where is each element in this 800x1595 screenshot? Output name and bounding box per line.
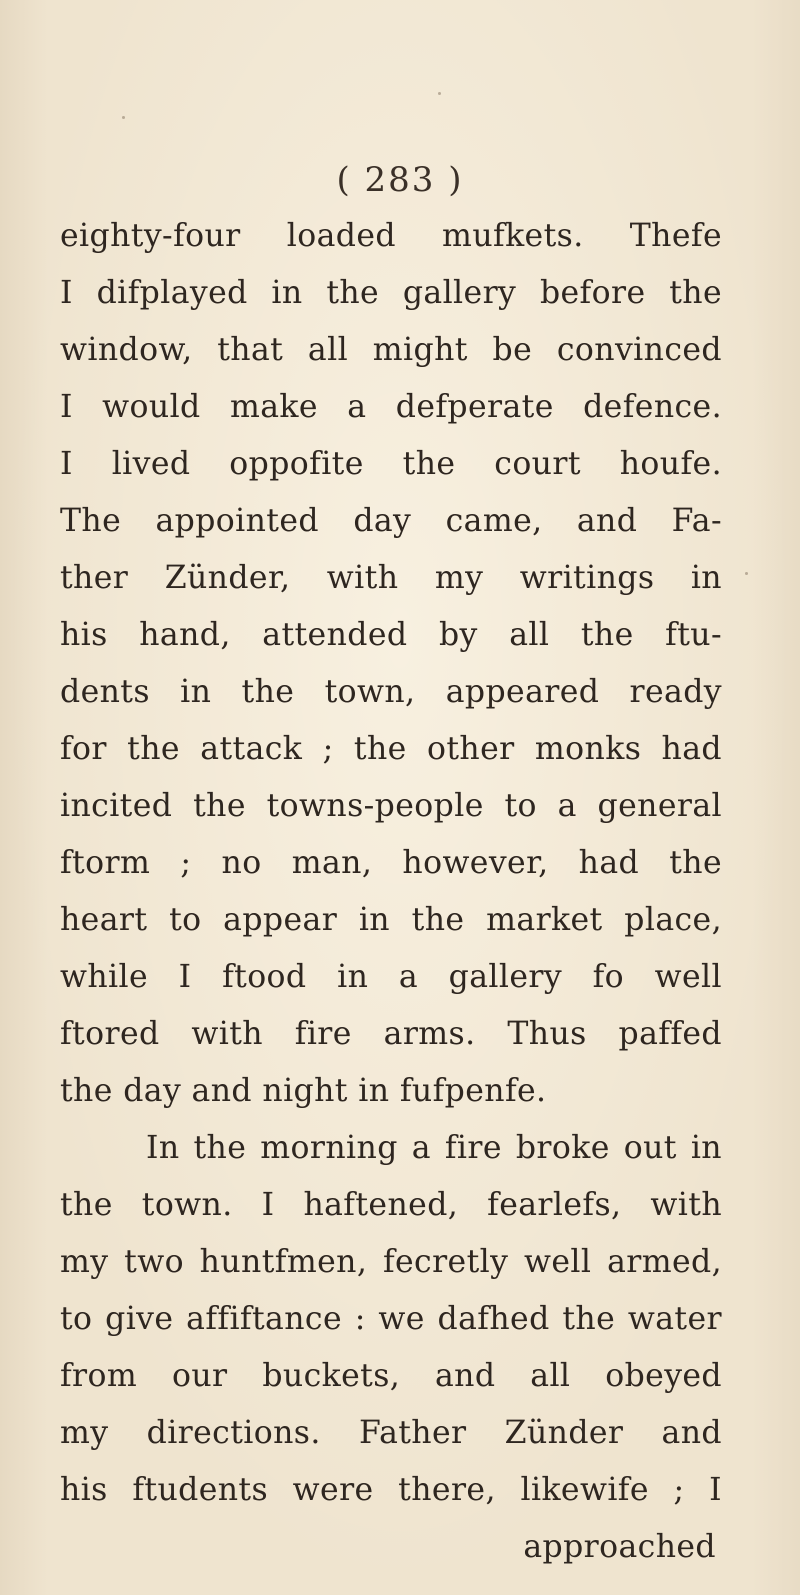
text-line: I difplayed in the gallery before the: [60, 275, 722, 311]
text-line: his ftudents were there, likewife ; I: [60, 1472, 722, 1508]
paper-speck: [745, 572, 748, 575]
text-line: heart to appear in the market place,: [60, 902, 722, 938]
page-number: ( 283 ): [336, 160, 464, 200]
paper-speck: [122, 116, 125, 119]
text-line: the town. I haftened, fearlefs, with: [60, 1187, 722, 1223]
text-line: to give affiftance : we dafhed the water: [60, 1301, 722, 1337]
text-line: I lived oppofite the court houfe.: [60, 446, 722, 482]
text-line: I would make a defperate defence.: [60, 389, 722, 425]
text-line: my two huntfmen, fecretly well armed,: [60, 1244, 722, 1280]
text-line: his hand, attended by all the ftu-: [60, 617, 722, 653]
text-line: The appointed day came, and Fa-: [60, 503, 722, 539]
paper-speck: [438, 92, 441, 95]
text-line: ftorm ; no man, however, had the: [60, 845, 722, 881]
text-line: incited the towns-people to a general: [60, 788, 722, 824]
body-text: [60, 208, 722, 1576]
paragraph-start-line: In the morning a fire broke out in: [146, 1130, 722, 1166]
text-line: ftored with fire arms. Thus paffed: [60, 1016, 722, 1052]
text-line: for the attack ; the other monks had: [60, 731, 722, 767]
text-line: from our buckets, and all obeyed: [60, 1358, 722, 1394]
text-line: window, that all might be convinced: [60, 332, 722, 368]
paper-speck: [255, 1488, 258, 1491]
catchword: approached: [523, 1529, 716, 1565]
text-line: eighty-four loaded mufkets. Thefe: [60, 218, 722, 254]
text-line: the day and night in fufpenfe.: [60, 1073, 547, 1109]
text-line: dents in the town, appeared ready: [60, 674, 722, 710]
text-line: while I ftood in a gallery fo well: [60, 959, 722, 995]
text-line: my directions. Father Zünder and: [60, 1415, 722, 1451]
text-line: ther Zünder, with my writings in: [60, 560, 722, 596]
